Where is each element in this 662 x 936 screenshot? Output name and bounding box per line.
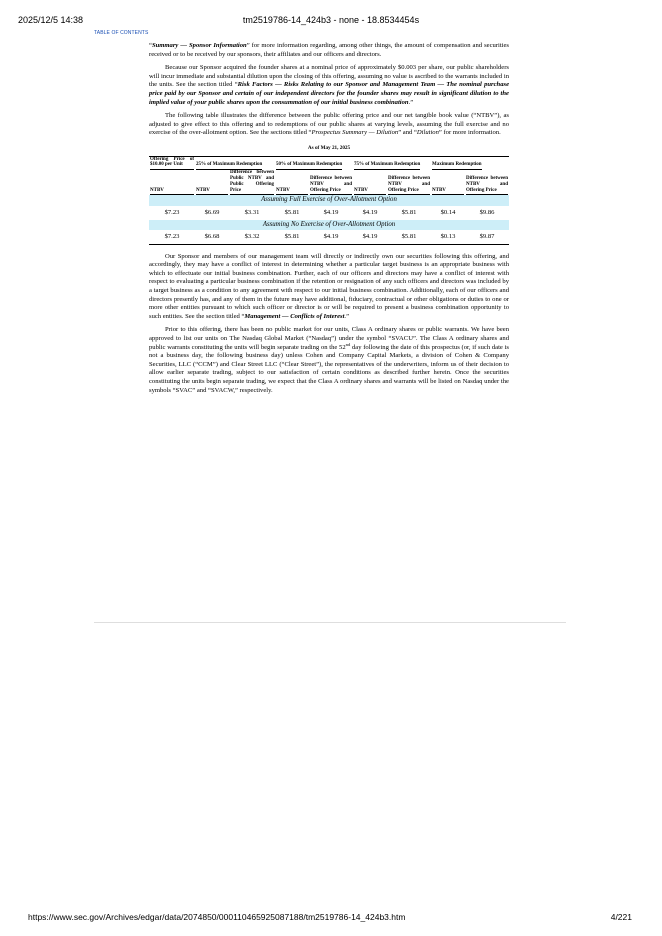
table-cell: $0.13	[431, 230, 465, 244]
dilution-table	[149, 156, 509, 245]
column-header: Difference between NTBV and Offering Price	[309, 170, 353, 195]
column-header: Difference between NTBV and Offering Price	[387, 170, 431, 195]
page-body	[149, 42, 509, 400]
column-header: NTBV	[149, 170, 195, 195]
table-cell: $3.32	[229, 230, 275, 244]
table-cell: $7.23	[164, 208, 180, 216]
paragraph-listing: Prior to this offering, there has been no public market for our units, Class A ordinary shares or public warrants. We have been approved to list our units on The Nasdaq Global Market (“Nasdaq”) under the symbol “SVACU”. The Class A ordinary shares and public warrants constituting the units will begin separate trading on the 52nd day following the date of this prospectus (or, if such date is not a business day, the following business day) unless Cohen and Company Capital Markets, a division of Cohen & Company Securities, LLC (“CCM”) and Clear Street LLC (“Clear Street”), the representatives of the underwriters, inform us of their decision to allow earlier separate trading, subject to our satisfaction of certain conditions as described further herein. Once the securities constituting the units begin separate trading, we expect that the Class A ordinary shares and warrants will be listed on Nasdaq under the symbols “SVAC” and “SVACW,” respectively.	[149, 326, 509, 394]
table-row	[149, 206, 509, 220]
table-of-contents-link[interactable]: TABLE OF CONTENTS	[94, 30, 149, 36]
table-as-of-date: As of May 21, 2025	[307, 144, 351, 151]
table-cell: $4.19	[362, 208, 378, 216]
table-row	[149, 230, 509, 244]
table-cell: $9.86	[479, 208, 495, 216]
risk-factor-reference: Risk Factors — Risks Relating to our Sponsor and Management Team — The nominal purchase price paid by our Sponsor and certain of our independent directors for the founder shares may result in significant dilution to the implied value of your public shares upon the consummation of our initial business combination	[149, 81, 509, 106]
column-header: NTBV	[431, 170, 465, 195]
section-reference: Summary — Sponsor Information	[151, 42, 247, 49]
group-header: 50% of Maximum Redemption	[275, 156, 353, 170]
column-header: NTBV	[195, 170, 229, 195]
table-cell: $4.19	[353, 230, 387, 244]
group-header: 75% of Maximum Redemption	[353, 156, 431, 170]
column-header: Difference between Public NTBV and Public Offering Price	[229, 170, 275, 195]
print-datetime: 2025/12/5 14:38	[18, 15, 84, 25]
section-band-no-exercise: Assuming No Exercise of Over-Allotment Option	[149, 220, 509, 231]
table-cell: $5.81	[401, 208, 417, 216]
footer-url: https://www.sec.gov/Archives/edgar/data/2074850/000110465925087188/tm2519786-14_424b3.htm	[28, 912, 406, 922]
table-cell: $5.81	[387, 230, 431, 244]
document-title: tm2519786-14_424b3 - none - 18.8534454s	[242, 15, 420, 25]
table-cell: $7.23	[149, 230, 195, 244]
column-header: NTBV	[275, 170, 309, 195]
page-number: 4/221	[610, 912, 632, 922]
paragraph-conflicts: Our Sponsor and members of our management team will directly or indirectly own our securities following this offering, and accordingly, they may have a conflict of interest in determining whether a particular target business is an appropriate business with which to effectuate our initial business combination. Further, each of our officers and directors may have a conflict of interest with respect to evaluating a particular business combination if the retention or resignation of any such officers and directors was included by a target business as a condition to any agreement with respect to our initial business combination. Additionally, each of our officers and directors presently has, and any of them in the future may have additional, fiduciary, contractual or other obligations or duties to one or more other entities pursuant to which such officer or director is or will be required to present a business combination opportunity to such entities. See the section titled “Management — Conflicts of Interest.”	[149, 252, 509, 320]
table-cell: $3.31	[244, 208, 260, 216]
group-header-row	[149, 156, 509, 170]
column-header: Difference between NTBV and Offering Price	[465, 170, 509, 195]
page-divider	[94, 622, 566, 623]
table-cell: $5.81	[284, 208, 300, 216]
paragraph-table-intro: The following table illustrates the difference between the public offering price and our net tangible book value (“NTBV”), as adjusted to give effect to this offering and to redemptions of our public shares at varying levels, assuming the full exercise and no exercise of the over-allotment option. See the sections titled “Prospectus Summary — Dilution” and “Dilution” for more information.	[149, 112, 509, 137]
section-band-full-exercise: Assuming Full Exercise of Over-Allotment Option	[149, 195, 509, 206]
paragraph-dilution-risk: Because our Sponsor acquired the founder shares at a nominal price of approximately $0.003 per share, our public shareholders will incur immediate and substantial dilution upon the closing of this offering, assuming no value is ascribed to the warrants included in the units. See the section titled “Risk Factors — Risks Relating to our Sponsor and Management Team — The nominal purchase price paid by our Sponsor and certain of our independent directors for the founder shares may result in significant dilution to the implied value of your public shares upon the consummation of our initial business combination.”	[149, 64, 509, 106]
conflicts-reference: Management — Conflicts of Interest	[244, 312, 345, 320]
group-header: 25% of Maximum Redemption	[195, 156, 275, 170]
table-cell: $4.19	[309, 230, 353, 244]
table-cell: $5.81	[275, 230, 309, 244]
column-header: NTBV	[353, 170, 387, 195]
group-header: Maximum Redemption	[431, 156, 509, 170]
column-header-row	[149, 170, 509, 195]
table-cell: $0.14	[440, 208, 456, 216]
table-cell: $6.69	[204, 208, 220, 216]
table-cell: $6.68	[195, 230, 229, 244]
table-cell: $4.19	[323, 208, 339, 216]
table-cell: $9.87	[465, 230, 509, 244]
group-header: Offering Price of $10.00 per Unit	[149, 156, 195, 170]
paragraph-sponsor-info: “Summary — Sponsor Information” for more information regarding, among other things, the amount of compensation and securities received or to be received by our sponsors, their affiliates and our officers and directors.	[149, 42, 509, 58]
